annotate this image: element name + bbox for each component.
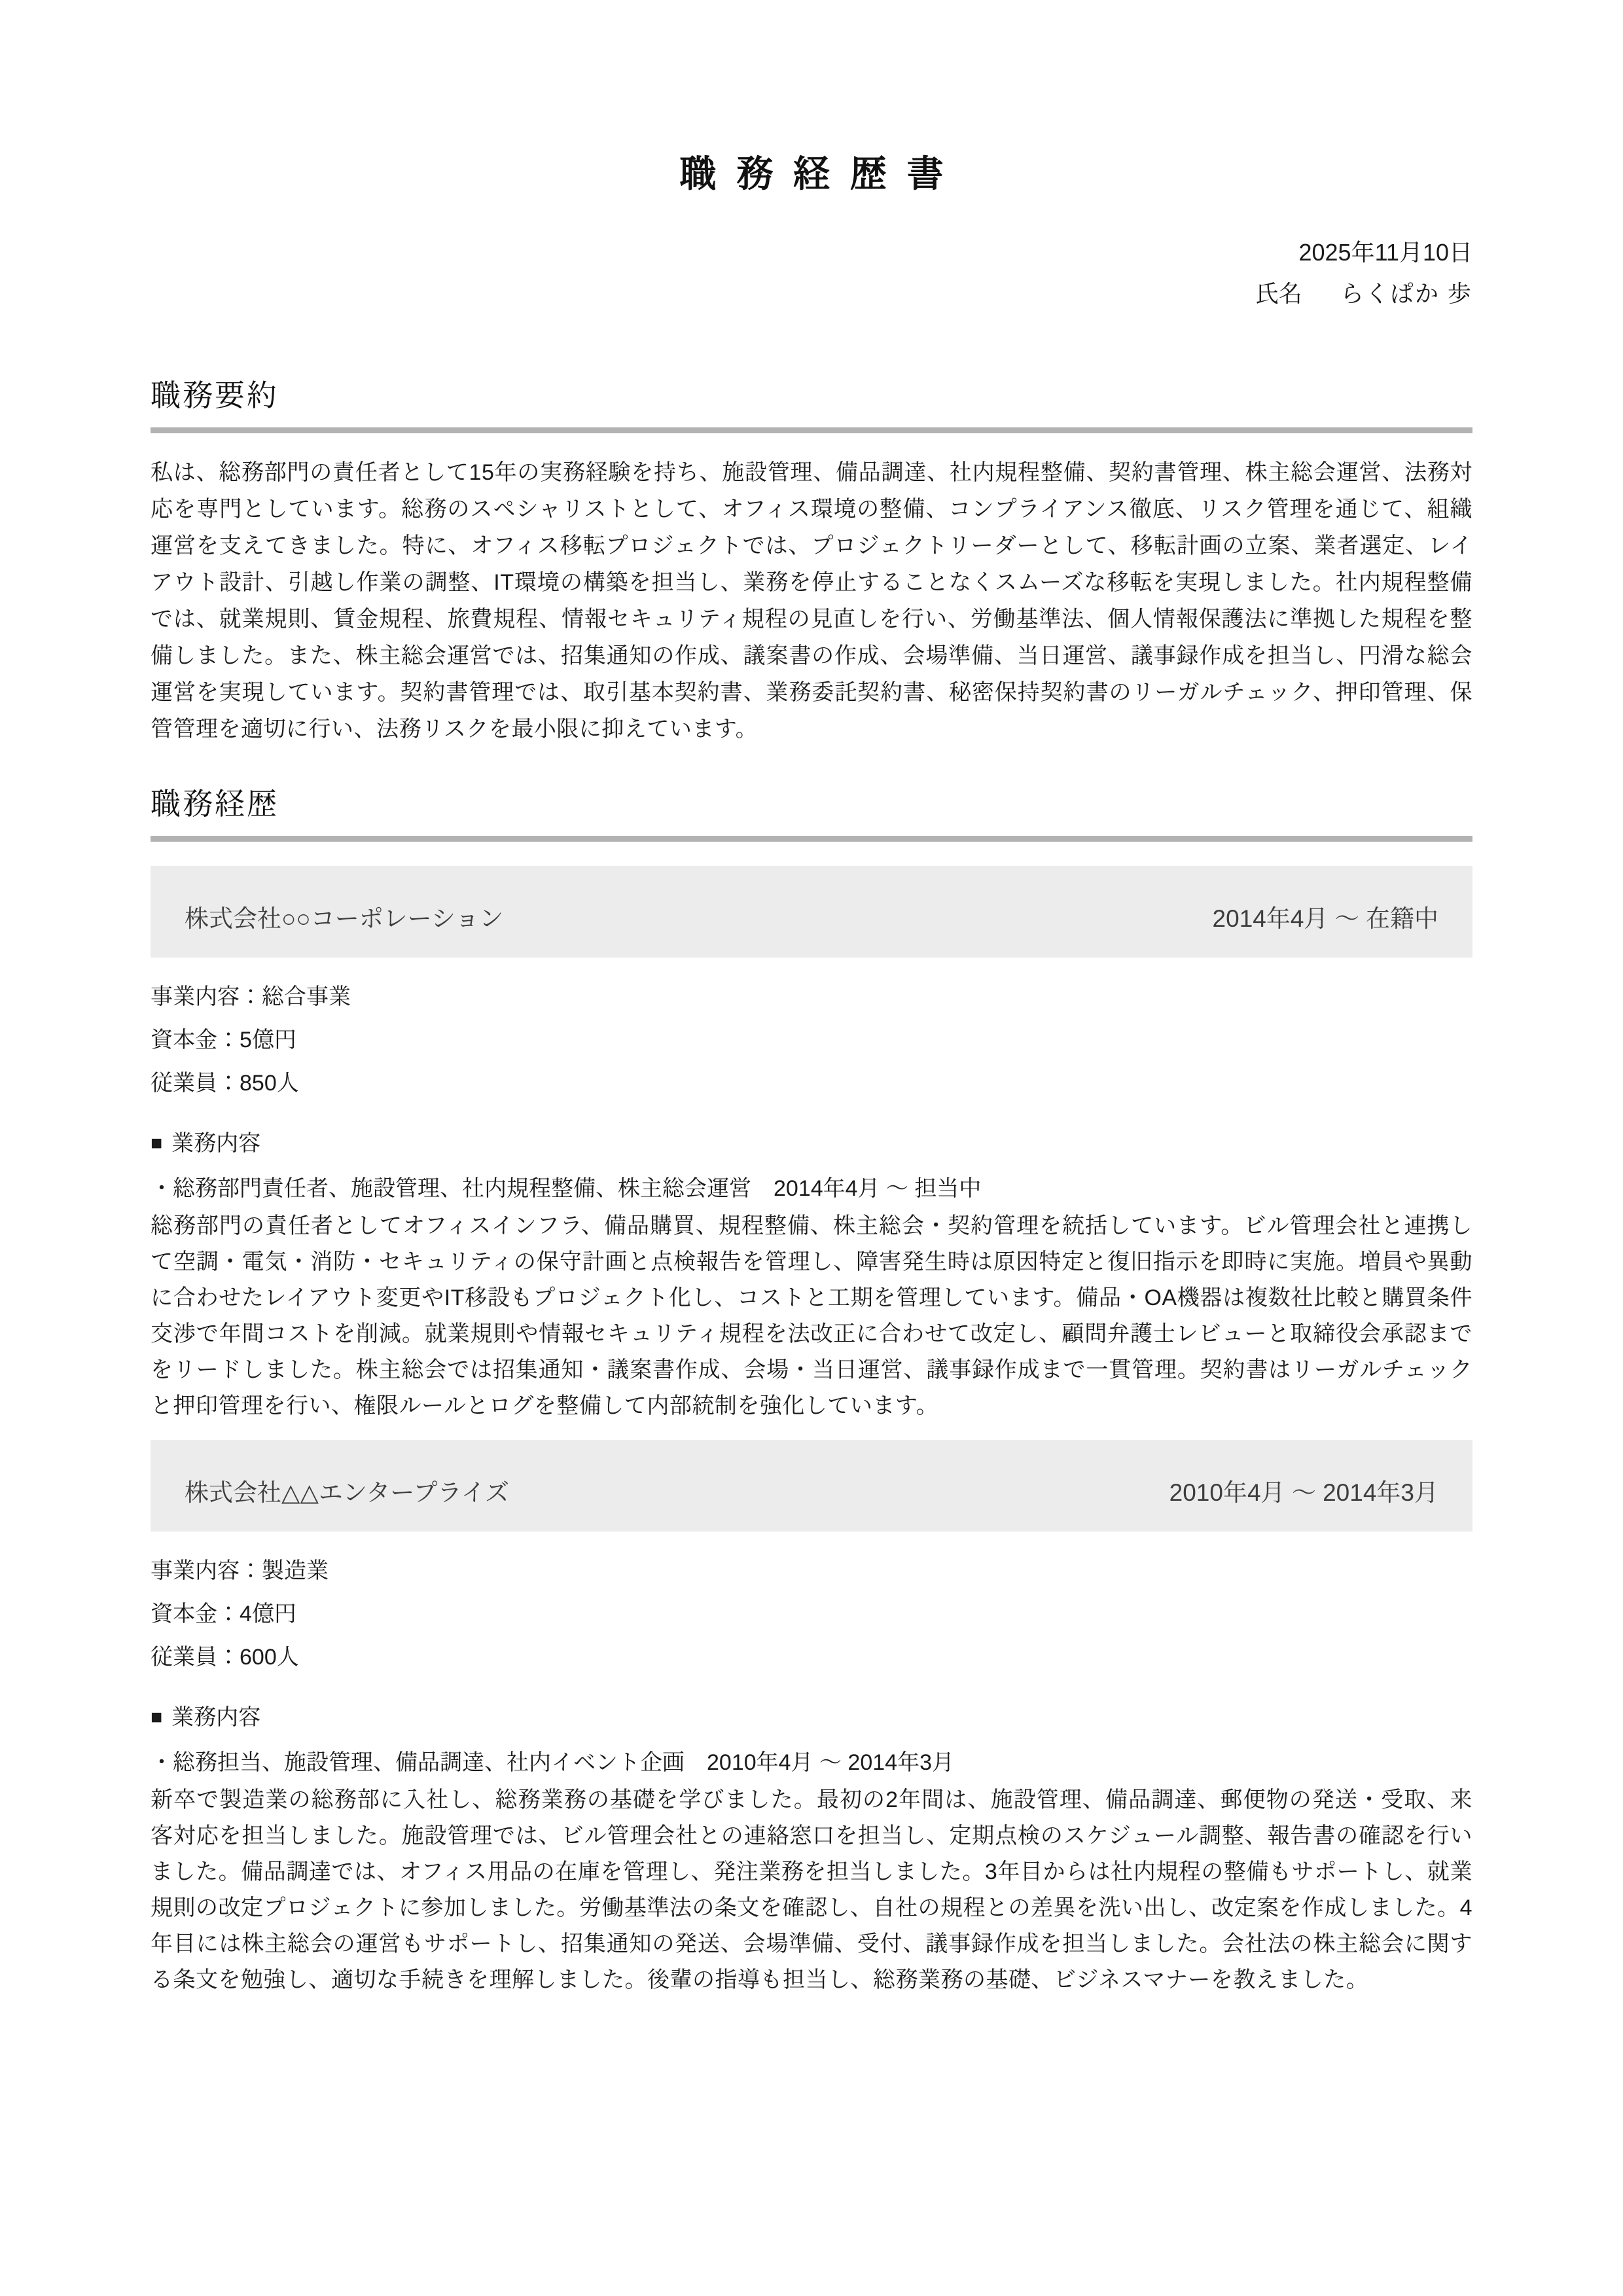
company-description: 新卒で製造業の総務部に入社し、総務業務の基礎を学びました。最初の2年間は、施設管理、備品調達、郵便物の発送・受取、来客対応を担当しました。施設管理では、ビル管理会社との連絡窓口を担当し、定期点検のスケジュール調整、報告書の確認を行いました。備品調達では、オフィス用品の在庫を管理し、発注業務を担当しました。3年目からは社内規程の整備もサポートし、就業規則の改定プロジェクトに参加しました。労働基準法の条文を確認し、自社の規程との差異を洗い出し、改定案を作成しました。4年目には株主総会の運営もサポートし、招集通知の発送、会場準備、受付、議事録作成を担当しました。会社法の株主総会に関する条文を勉強し、適切な手続きを理解しました。後輩の指導も担当し、総務業務の基礎、ビジネスマナーを教えました。	[151, 1787, 1472, 1992]
capital-line: 資本金：4億円	[151, 1602, 296, 1626]
company-period: 2014年4月 〜 在籍中	[1212, 905, 1438, 932]
work-content-text: 業務内容	[171, 1131, 261, 1156]
applicant-name: らくぱか 歩	[1340, 280, 1472, 307]
work-content-text: 業務内容	[171, 1705, 261, 1730]
work-content-label	[151, 1699, 1472, 1731]
work-content-label	[151, 1125, 1472, 1157]
square-bullet-icon: ■	[151, 1706, 163, 1728]
employees-line: 従業員：600人	[151, 1645, 299, 1670]
document-meta	[151, 232, 1472, 314]
company-header	[151, 866, 1472, 958]
applicant-name-line	[151, 273, 1472, 314]
business-line: 事業内容：総合事業	[151, 984, 351, 1009]
summary-text: 私は、総務部門の責任者として15年の実務経験を持ち、施設管理、備品調達、社内規程整備、契約書管理、株主総会運営、法務対応を専門としています。総務のスペシャリストとして、オフィス環境の整備、コンプライアンス徹底、リスク管理を通じて、組織運営を支えてきました。特に、オフィス移転プロジェクトでは、プロジェクトリーダーとして、移転計画の立案、業者選定、レイアウト設計、引越し作業の調整、IT環境の構築を担当し、業務を停止することなくスムーズな移転を実現しました。社内規程整備では、就業規則、賃金規程、旅費規程、情報セキュリティ規程の見直しを行い、労働基準法、個人情報保護法に準拠した規程を整備しました。また、株主総会運営では、招集通知の作成、議案書の作成、会場準備、当日運営、議事録作成を担当し、円滑な総会運営を実現しています。契約書管理では、取引基本契約書、業務委託契約書、秘密保持契約書のリーガルチェック、押印管理、保管管理を適切に行い、法務リスクを最小限に抑えています。	[151, 460, 1472, 742]
company-block	[151, 1440, 1472, 1998]
employees-line: 従業員：850人	[151, 1071, 299, 1096]
document-date: 2025年11月10日	[1298, 239, 1472, 266]
company-header	[151, 1440, 1472, 1532]
summary-divider	[151, 427, 1472, 433]
career-divider	[151, 836, 1472, 842]
document-title: 職務経歴書	[679, 153, 964, 194]
company-period: 2010年4月 〜 2014年3月	[1169, 1479, 1438, 1506]
company-description: 総務部門の責任者としてオフィスインフラ、備品購買、規程整備、株主総会・契約管理を統括しています。ビル管理会社と連携して空調・電気・消防・セキュリティの保守計画と点検報告を管理し、障害発生時は原因特定と復旧指示を即時に実施。増員や異動に合わせたレイアウト変更やIT移設もプロジェクト化し、コストと工期を管理しています。備品・OA機器は複数社比較と購買条件交渉で年間コストを削減。就業規則や情報セキュリティ規程を法改正に合わせて改定し、顧問弁護士レビューと取締役会承認までをリードしました。株主総会では招集通知・議案書作成、会場・当日運営、議事録作成まで一貫管理。契約書はリーガルチェックと押印管理を行い、権限ルールとログを整備して内部統制を強化しています。	[151, 1213, 1472, 1418]
career-section	[151, 780, 1472, 1998]
name-label: 氏名	[1255, 280, 1302, 307]
company-details	[151, 984, 1472, 1096]
role-line: ・総務担当、施設管理、備品調達、社内イベント企画 2010年4月 〜 2014年3月	[151, 1750, 954, 1775]
summary-section	[151, 372, 1472, 747]
role-line: ・総務部門責任者、施設管理、社内規程整備、株主総会運営 2014年4月 〜 担当中	[151, 1176, 982, 1201]
capital-line: 資本金：5億円	[151, 1028, 296, 1052]
square-bullet-icon: ■	[151, 1132, 163, 1154]
company-name: 株式会社△△エンタープライズ	[185, 1479, 510, 1506]
company-details	[151, 1558, 1472, 1670]
business-line: 事業内容：製造業	[151, 1558, 329, 1583]
summary-heading: 職務要約	[151, 378, 279, 412]
company-block	[151, 866, 1472, 1424]
career-heading: 職務経歴	[151, 787, 279, 821]
company-name: 株式会社○○コーポレーション	[185, 905, 504, 932]
